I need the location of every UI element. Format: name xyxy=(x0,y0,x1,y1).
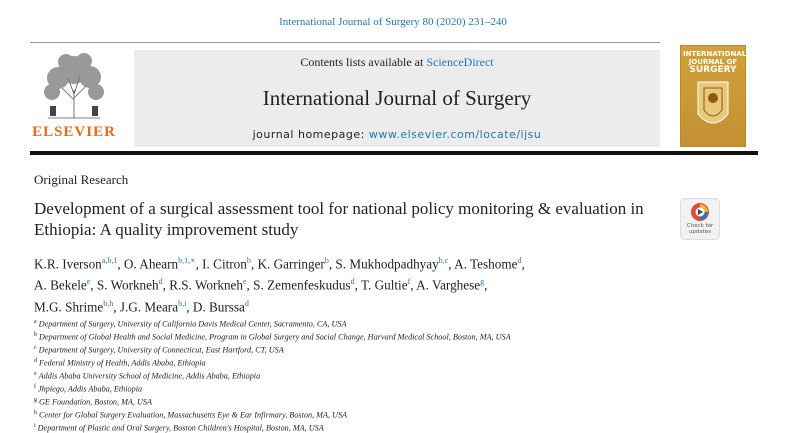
author-affiliation-marker[interactable]: a,b,1 xyxy=(102,256,118,265)
affiliation-text: Federal Ministry of Health, Addis Ababa, Ethiopia xyxy=(39,359,206,368)
author-name[interactable]: J.G. Meara xyxy=(120,299,178,314)
author-separator: , xyxy=(448,256,454,271)
author-affiliation-marker[interactable]: g xyxy=(480,277,484,286)
author-affiliation-marker[interactable]: d xyxy=(245,299,249,308)
check-for-updates-label: Check for updates xyxy=(681,223,719,235)
journal-header-box xyxy=(134,50,660,147)
author-affiliation-marker[interactable]: b,i xyxy=(178,299,186,308)
affiliation-marker: g xyxy=(34,397,37,403)
affiliation-item xyxy=(34,369,754,382)
affiliation-marker: a xyxy=(34,319,37,325)
affiliation-item xyxy=(34,343,754,356)
affiliation-item xyxy=(34,395,754,408)
cover-emblem-icon xyxy=(694,80,732,134)
author-affiliation-marker[interactable]: e xyxy=(243,277,247,286)
cover-title-line1: INTERNATIONAL xyxy=(683,50,743,58)
cover-title xyxy=(683,50,743,74)
article-title: Development of a surgical assessment tool for national policy monitoring & evaluation in Ethiopia: A quality improvement study xyxy=(34,198,674,240)
cover-title-line2: JOURNAL OF xyxy=(683,58,743,66)
cover-title-line3: SURGERY xyxy=(683,66,743,74)
author-affiliation-marker[interactable]: e xyxy=(87,277,91,286)
author-separator: , xyxy=(251,256,258,271)
check-for-updates-icon xyxy=(690,202,710,222)
author-name[interactable]: A. Teshome xyxy=(454,256,517,271)
author-affiliation-marker[interactable]: b xyxy=(247,256,251,265)
article-type: Original Research xyxy=(34,172,128,188)
author-separator: , xyxy=(90,278,97,293)
author-name[interactable]: I. Citron xyxy=(202,256,247,271)
author-separator: , xyxy=(113,299,120,314)
affiliation-marker: f xyxy=(34,384,36,390)
author-name[interactable]: A. Bekele xyxy=(34,278,87,293)
author-name[interactable]: S. Mukhodpadhyay xyxy=(335,256,438,271)
affiliation-text: Department of Surgery, University of Connecticut, East Hartford, CT, USA xyxy=(39,346,284,355)
elsevier-logo[interactable] xyxy=(30,50,118,145)
author-separator: , xyxy=(329,256,336,271)
journal-citation[interactable]: International Journal of Surgery 80 (2020) 231–240 xyxy=(0,16,786,28)
affiliation-item xyxy=(34,421,754,433)
contents-availability xyxy=(134,55,660,70)
affiliation-item xyxy=(34,330,754,343)
author-name[interactable]: S. Workneh xyxy=(97,278,159,293)
author-name[interactable]: M.G. Shrime xyxy=(34,299,103,314)
affiliation-marker: c xyxy=(34,345,37,351)
author-separator: , xyxy=(163,278,170,293)
author-affiliation-marker[interactable]: f xyxy=(408,277,411,286)
author-affiliation-marker[interactable]: d xyxy=(351,277,355,286)
author-separator: , xyxy=(410,278,416,293)
elsevier-tree-icon xyxy=(38,50,110,120)
author-name[interactable]: A. Varghese xyxy=(416,278,480,293)
contents-prefix: Contents lists available at xyxy=(300,55,426,69)
check-for-updates-button[interactable] xyxy=(680,198,720,240)
author-name[interactable]: K. Garringer xyxy=(257,256,324,271)
affiliation-text: Addis Ababa University School of Medicine, Addis Ababa, Ethiopia xyxy=(39,371,261,380)
affiliation-marker: i xyxy=(34,423,36,429)
author-separator: , xyxy=(484,278,487,293)
affiliation-marker: h xyxy=(34,410,37,416)
author-name[interactable]: K.R. Iverson xyxy=(34,256,102,271)
author-affiliation-marker[interactable]: d xyxy=(517,256,521,265)
affiliation-text: GE Foundation, Boston, MA, USA xyxy=(39,397,152,406)
affiliation-marker: b xyxy=(34,332,37,338)
affiliation-item xyxy=(34,356,754,369)
header-top-rule xyxy=(30,42,660,43)
author-separator: , xyxy=(196,256,203,271)
affiliation-item xyxy=(34,382,754,395)
author-separator: , xyxy=(186,299,193,314)
homepage-prefix: journal homepage: xyxy=(253,128,369,141)
affiliation-item xyxy=(34,408,754,421)
author-name[interactable]: R.S. Workneh xyxy=(169,278,243,293)
affiliation-text: Center for Global Surgery Evaluation, Massachusetts Eye & Ear Infirmary, Boston, MA, USA xyxy=(39,410,347,419)
journal-title: International Journal of Surgery xyxy=(134,86,660,111)
author-affiliation-marker[interactable]: b xyxy=(325,256,329,265)
author-name[interactable]: D. Burssa xyxy=(193,299,245,314)
author-affiliation-marker[interactable]: b,h xyxy=(103,299,113,308)
author-name[interactable]: T. Gultie xyxy=(361,278,408,293)
author-separator: , xyxy=(117,256,124,271)
journal-homepage xyxy=(134,128,660,141)
author-list xyxy=(34,252,734,316)
author-affiliation-marker[interactable]: b,c xyxy=(439,256,449,265)
affiliation-marker: e xyxy=(34,371,37,377)
affiliation-marker: d xyxy=(34,358,37,364)
affiliation-text: Jhpiego, Addis Ababa, Ethiopia xyxy=(38,384,142,393)
affiliation-text: Department of Plastic and Oral Surgery, Boston Children's Hospital, Boston, MA, USA xyxy=(38,423,324,432)
author-affiliation-marker[interactable]: b,1,∗ xyxy=(178,256,195,265)
author-name[interactable]: S. Zemenfeskudus xyxy=(253,278,350,293)
affiliation-list xyxy=(34,317,754,433)
author-separator: , xyxy=(247,278,254,293)
affiliation-text: Department of Surgery, University of California Davis Medical Center, Sacramento, CA, USA xyxy=(39,320,347,329)
elsevier-wordmark: ELSEVIER xyxy=(30,124,118,141)
journal-cover-thumbnail[interactable] xyxy=(680,45,746,147)
affiliation-item xyxy=(34,317,754,330)
author-separator: , xyxy=(521,256,524,271)
homepage-link[interactable]: www.elsevier.com/locate/ijsu xyxy=(369,128,542,141)
affiliation-text: Department of Global Health and Social Medicine, Program in Global Surgery and Social Change, Harvard Medical School, Boston, MA, USA xyxy=(39,333,511,342)
author-name[interactable]: O. Ahearn xyxy=(124,256,178,271)
header-bottom-rule xyxy=(30,151,758,155)
author-affiliation-marker[interactable]: d xyxy=(159,277,163,286)
sciencedirect-link[interactable]: ScienceDirect xyxy=(426,55,493,69)
author-separator: , xyxy=(355,278,361,293)
